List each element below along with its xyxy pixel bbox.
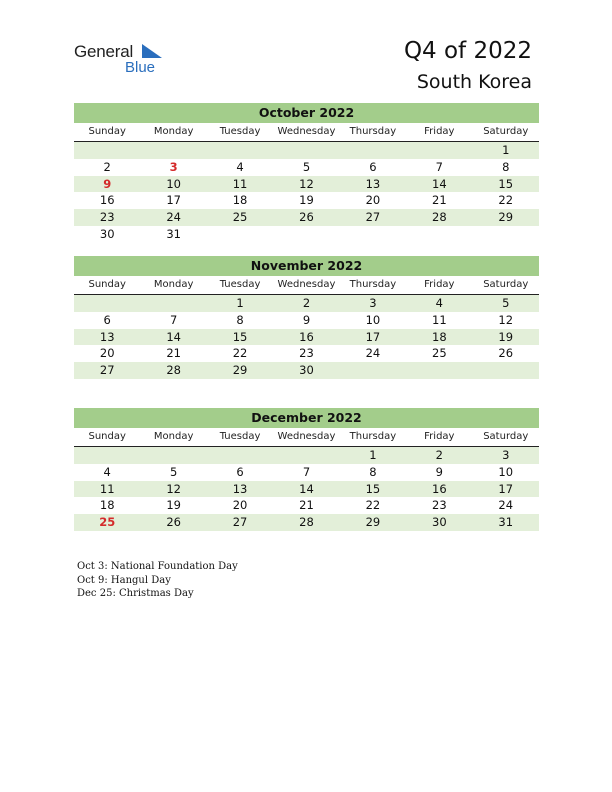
day-cell xyxy=(140,142,206,159)
day-cell: 24 xyxy=(365,346,381,361)
month-title: December 2022 xyxy=(74,408,539,428)
weekday-label: Friday xyxy=(424,431,455,442)
day-cell: 4 xyxy=(103,464,111,479)
day-cell: 28 xyxy=(432,210,447,225)
day-cell: 21 xyxy=(432,193,447,208)
day-cell: 20 xyxy=(232,498,248,513)
day-cell xyxy=(74,295,140,312)
page-title: Q4 of 2022 xyxy=(403,38,532,64)
day-cell: 6 xyxy=(103,312,111,327)
weekday-label: Friday xyxy=(424,279,455,290)
week-row xyxy=(74,226,539,243)
day-cell: 25 xyxy=(232,210,248,225)
day-cell: 5 xyxy=(302,159,311,174)
day-cell: 15 xyxy=(365,481,381,496)
day-cell: 30 xyxy=(432,515,447,530)
day-cell: 3 xyxy=(502,448,510,462)
day-cell: 14 xyxy=(299,481,314,496)
month-december xyxy=(74,408,539,531)
day-cell: 25 xyxy=(432,346,447,361)
day-cell: 19 xyxy=(299,193,314,208)
weekday-label: Thursday xyxy=(349,279,397,290)
day-cell xyxy=(140,295,206,312)
weekday-label: Thursday xyxy=(349,126,397,137)
day-cell: 14 xyxy=(432,176,447,191)
day-cell: 1 xyxy=(369,448,377,462)
day-cell: 17 xyxy=(365,329,381,344)
day-cell: 20 xyxy=(99,346,115,361)
day-cell: 14 xyxy=(166,329,181,344)
day-cell: 4 xyxy=(236,159,244,174)
weekday-label: Wednesday xyxy=(277,279,336,290)
day-cell xyxy=(273,226,339,243)
day-cell: 9 xyxy=(103,176,112,191)
day-cell: 2 xyxy=(302,296,311,310)
day-cell: 17 xyxy=(498,481,514,496)
day-cell: 27 xyxy=(365,210,381,225)
weekday-label: Tuesday xyxy=(219,279,261,290)
day-cell: 11 xyxy=(432,312,447,327)
day-cell xyxy=(207,142,273,159)
day-cell: 28 xyxy=(299,515,314,530)
day-cell: 18 xyxy=(232,193,248,208)
weekday-label: Saturday xyxy=(483,431,529,442)
day-cell xyxy=(273,142,339,159)
week-row xyxy=(74,481,539,498)
day-cell: 12 xyxy=(498,312,514,327)
day-cell xyxy=(140,447,206,464)
day-cell: 7 xyxy=(302,464,311,479)
logo xyxy=(74,42,174,78)
day-cell: 3 xyxy=(369,296,377,310)
day-cell: 7 xyxy=(169,312,178,327)
day-cell: 30 xyxy=(99,226,115,241)
day-cell: 6 xyxy=(369,159,377,174)
day-cell: 6 xyxy=(236,464,244,479)
holiday-notes xyxy=(77,560,238,601)
day-cell xyxy=(473,226,539,243)
day-cell: 1 xyxy=(502,143,510,157)
day-cell: 13 xyxy=(232,481,248,496)
day-cell: 24 xyxy=(498,498,514,513)
month-title: October 2022 xyxy=(74,103,539,123)
day-cell: 11 xyxy=(232,176,248,191)
day-cell xyxy=(74,447,140,464)
holiday-note: Dec 25: Christmas Day xyxy=(77,588,194,599)
day-cell: 15 xyxy=(498,176,514,191)
day-cell: 10 xyxy=(166,176,181,191)
day-cell: 18 xyxy=(99,498,115,513)
day-cell: 22 xyxy=(498,193,514,208)
week-row xyxy=(74,329,539,346)
day-cell: 10 xyxy=(498,464,514,479)
day-cell: 26 xyxy=(498,346,514,361)
week-row xyxy=(74,312,539,329)
week-row xyxy=(74,295,539,312)
day-cell: 27 xyxy=(232,515,248,530)
weekday-label: Sunday xyxy=(88,431,126,442)
week-row xyxy=(74,142,539,159)
week-row xyxy=(74,362,539,379)
day-cell: 20 xyxy=(365,193,381,208)
day-cell: 12 xyxy=(166,481,181,496)
week-row xyxy=(74,176,539,193)
day-cell: 21 xyxy=(299,498,314,513)
weekday-label: Thursday xyxy=(349,431,397,442)
day-cell: 11 xyxy=(99,481,115,496)
day-cell: 28 xyxy=(166,363,181,378)
logo-blue-text: Blue xyxy=(125,59,156,76)
weekday-label: Sunday xyxy=(88,279,126,290)
weekday-label: Tuesday xyxy=(219,431,261,442)
day-cell xyxy=(406,362,472,379)
day-cell: 5 xyxy=(169,464,178,479)
weekday-label: Saturday xyxy=(483,126,529,137)
weekday-label: Monday xyxy=(153,279,194,290)
month-october xyxy=(74,103,539,243)
day-cell: 18 xyxy=(432,329,447,344)
day-cell: 19 xyxy=(498,329,514,344)
day-cell: 22 xyxy=(232,346,248,361)
week-row xyxy=(74,345,539,362)
weekday-label: Saturday xyxy=(483,279,529,290)
weekday-label: Monday xyxy=(153,126,194,137)
day-cell: 16 xyxy=(299,329,314,344)
week-row xyxy=(74,514,539,531)
day-cell: 5 xyxy=(502,296,510,310)
weekday-header-row xyxy=(74,428,539,447)
month-november xyxy=(74,256,539,379)
logo-general-text: General xyxy=(74,42,134,61)
week-row xyxy=(74,447,539,464)
day-cell: 29 xyxy=(232,363,248,378)
week-row xyxy=(74,192,539,209)
day-cell: 9 xyxy=(435,464,443,479)
day-cell: 29 xyxy=(365,515,381,530)
weekday-header-row xyxy=(74,123,539,142)
day-cell: 17 xyxy=(166,193,181,208)
day-cell: 2 xyxy=(435,448,443,462)
day-cell: 8 xyxy=(502,159,510,174)
day-cell xyxy=(340,142,406,159)
day-cell xyxy=(473,362,539,379)
weekday-label: Tuesday xyxy=(219,126,261,137)
day-cell: 31 xyxy=(498,515,514,530)
day-cell: 7 xyxy=(435,159,443,174)
day-cell: 22 xyxy=(365,498,381,513)
weekday-label: Monday xyxy=(153,431,194,442)
day-cell: 2 xyxy=(103,159,111,174)
weekday-label: Sunday xyxy=(88,126,126,137)
day-cell: 19 xyxy=(166,498,181,513)
weekday-header-row xyxy=(74,276,539,295)
day-cell xyxy=(406,142,472,159)
day-cell: 16 xyxy=(432,481,447,496)
day-cell xyxy=(340,226,406,243)
day-cell: 24 xyxy=(166,210,181,225)
week-row xyxy=(74,497,539,514)
week-row xyxy=(74,209,539,226)
week-row xyxy=(74,159,539,176)
day-cell: 9 xyxy=(302,312,311,327)
page-subtitle: South Korea xyxy=(416,71,532,93)
day-cell: 27 xyxy=(99,363,115,378)
month-title: November 2022 xyxy=(74,256,539,276)
day-cell: 3 xyxy=(169,159,178,174)
day-cell: 25 xyxy=(99,515,116,530)
day-cell: 13 xyxy=(99,329,115,344)
day-cell: 23 xyxy=(99,210,115,225)
weekday-label: Wednesday xyxy=(277,126,336,137)
day-cell: 8 xyxy=(369,464,377,479)
day-cell: 16 xyxy=(99,193,115,208)
day-cell xyxy=(207,226,273,243)
weekday-label: Friday xyxy=(424,126,455,137)
week-row xyxy=(74,464,539,481)
day-cell xyxy=(340,362,406,379)
day-cell: 21 xyxy=(166,346,181,361)
day-cell: 23 xyxy=(432,498,447,513)
day-cell: 8 xyxy=(236,312,244,327)
day-cell: 4 xyxy=(435,296,443,310)
holiday-note: Oct 3: National Foundation Day xyxy=(77,561,238,572)
day-cell: 1 xyxy=(236,296,244,310)
holiday-note: Oct 9: Hangul Day xyxy=(77,574,171,586)
day-cell: 15 xyxy=(232,329,248,344)
day-cell: 29 xyxy=(498,210,514,225)
day-cell xyxy=(207,447,273,464)
day-cell: 26 xyxy=(166,515,181,530)
logo-triangle-icon xyxy=(142,44,162,60)
day-cell xyxy=(273,447,339,464)
day-cell xyxy=(74,142,140,159)
day-cell: 31 xyxy=(166,226,181,241)
day-cell xyxy=(406,226,472,243)
day-cell: 26 xyxy=(299,210,314,225)
day-cell: 12 xyxy=(299,176,314,191)
day-cell: 10 xyxy=(365,312,381,327)
day-cell: 13 xyxy=(365,176,381,191)
day-cell: 23 xyxy=(299,346,314,361)
weekday-label: Wednesday xyxy=(277,431,336,442)
day-cell: 30 xyxy=(299,363,314,378)
